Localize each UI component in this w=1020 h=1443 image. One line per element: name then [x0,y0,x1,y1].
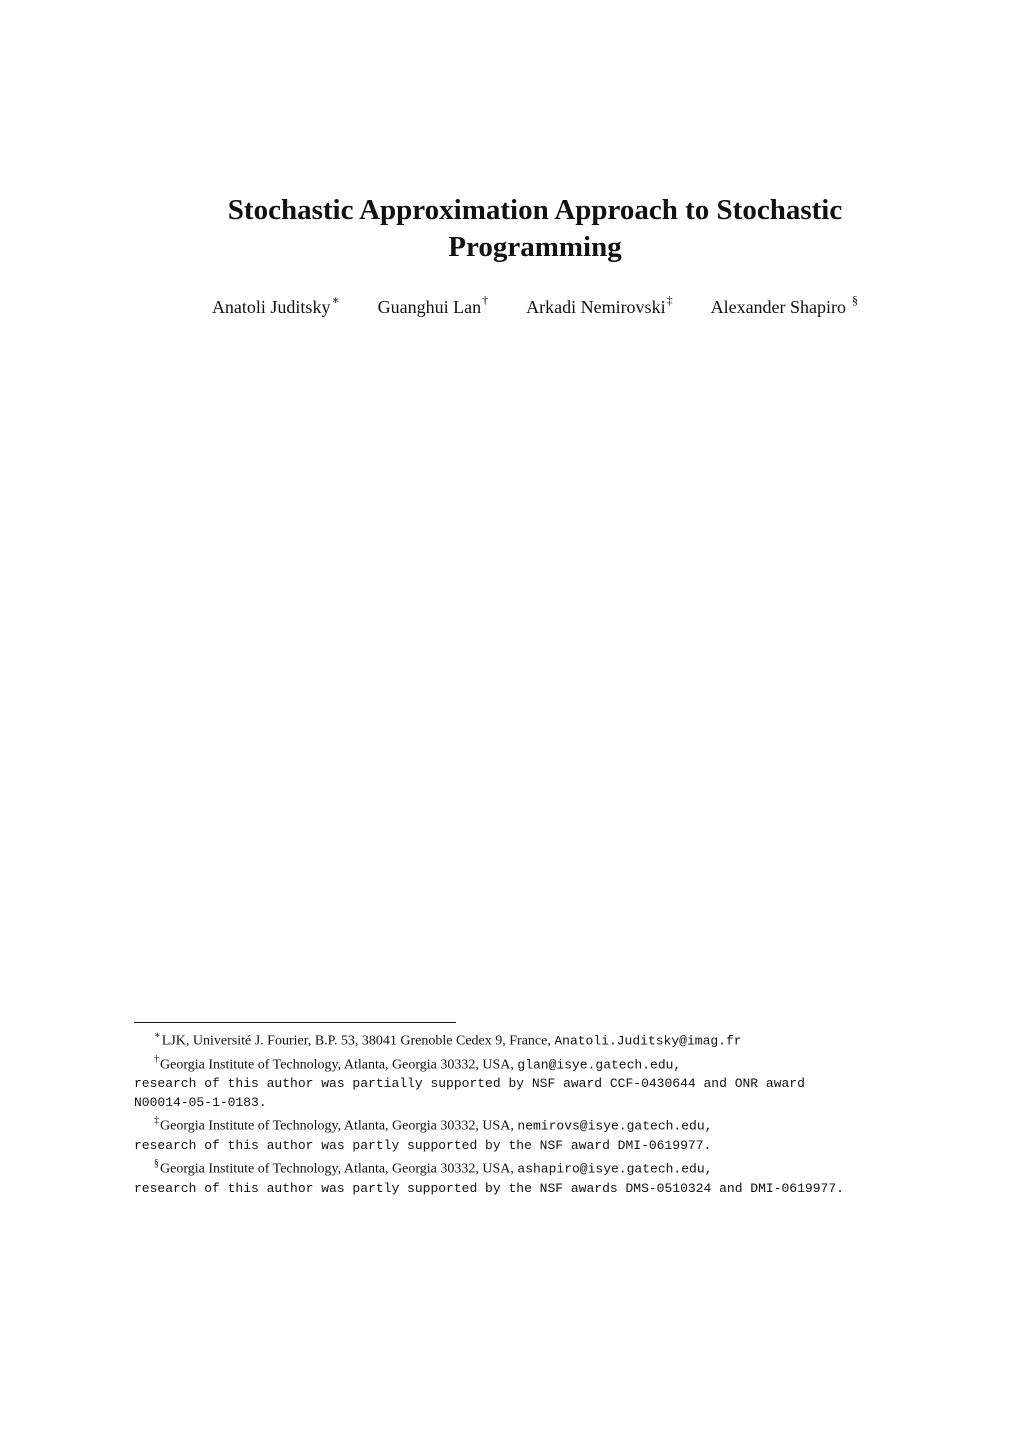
footnote-mark: ∗ [154,1030,161,1041]
footnote-affiliation: Georgia Institute of Technology, Atlanta, Georgia 30332, USA, [160,1118,518,1134]
author-lan [378,290,488,319]
author-nemirovski [526,290,672,319]
author-footnote-mark: ‡ [666,293,673,307]
author-footnote-mark: § [852,293,859,307]
author-shapiro [711,290,858,319]
author-name: Anatoli Juditsky [211,297,331,317]
author-list [134,290,936,319]
author-juditsky [212,290,340,319]
footnote-mark: § [154,1157,159,1169]
footnote-email: glan@isye.gatech.edu, [517,1057,682,1073]
author-name: Guanghui Lan [377,297,482,317]
author-footnote-mark: ∗ [331,293,340,307]
footnote-email: Anatoli.Juditsky@imag.fr [554,1033,742,1049]
footnotes [134,1027,894,1198]
footnote-affiliation: Georgia Institute of Technology, Atlanta, Georgia 30332, USA, [160,1161,518,1177]
footnote-nemirovski [134,1112,894,1155]
footnote-funding-line: research of this author was partly supported by the NSF award DMI-0619977. [134,1137,712,1153]
footnote-juditsky [134,1027,894,1051]
footnote-divider [134,1022,456,1023]
footnote-mark: † [154,1053,159,1065]
author-name: Arkadi Nemirovski [526,297,666,317]
paper-title [134,192,936,266]
footnote-mark: ‡ [154,1115,159,1127]
author-name: Alexander Shapiro [710,297,847,317]
title-line-1: Stochastic Approximation Approach to Stochastic [227,194,843,226]
footnote-email: ashapiro@isye.gatech.edu, [517,1161,713,1177]
footnote-funding-line: research of this author was partly supported by the NSF awards DMS-0510324 and DMI-0619977. [134,1180,844,1196]
footnote-shapiro [134,1155,894,1198]
footnote-affiliation: LJK, Université J. Fourier, B.P. 53, 38041 Grenoble Cedex 9, France, [161,1033,555,1049]
footnote-funding-line: N00014-05-1-0183. [134,1095,267,1111]
author-footnote-mark: † [482,293,489,307]
footnote-funding-line: research of this author was partially supported by NSF award CCF-0430644 and ONR award [134,1076,805,1092]
footnote-lan [134,1051,894,1113]
footnote-affiliation: Georgia Institute of Technology, Atlanta, Georgia 30332, USA, [160,1057,518,1073]
title-line-2: Programming [448,231,622,263]
footnote-email: nemirovs@isye.gatech.edu, [517,1118,713,1134]
